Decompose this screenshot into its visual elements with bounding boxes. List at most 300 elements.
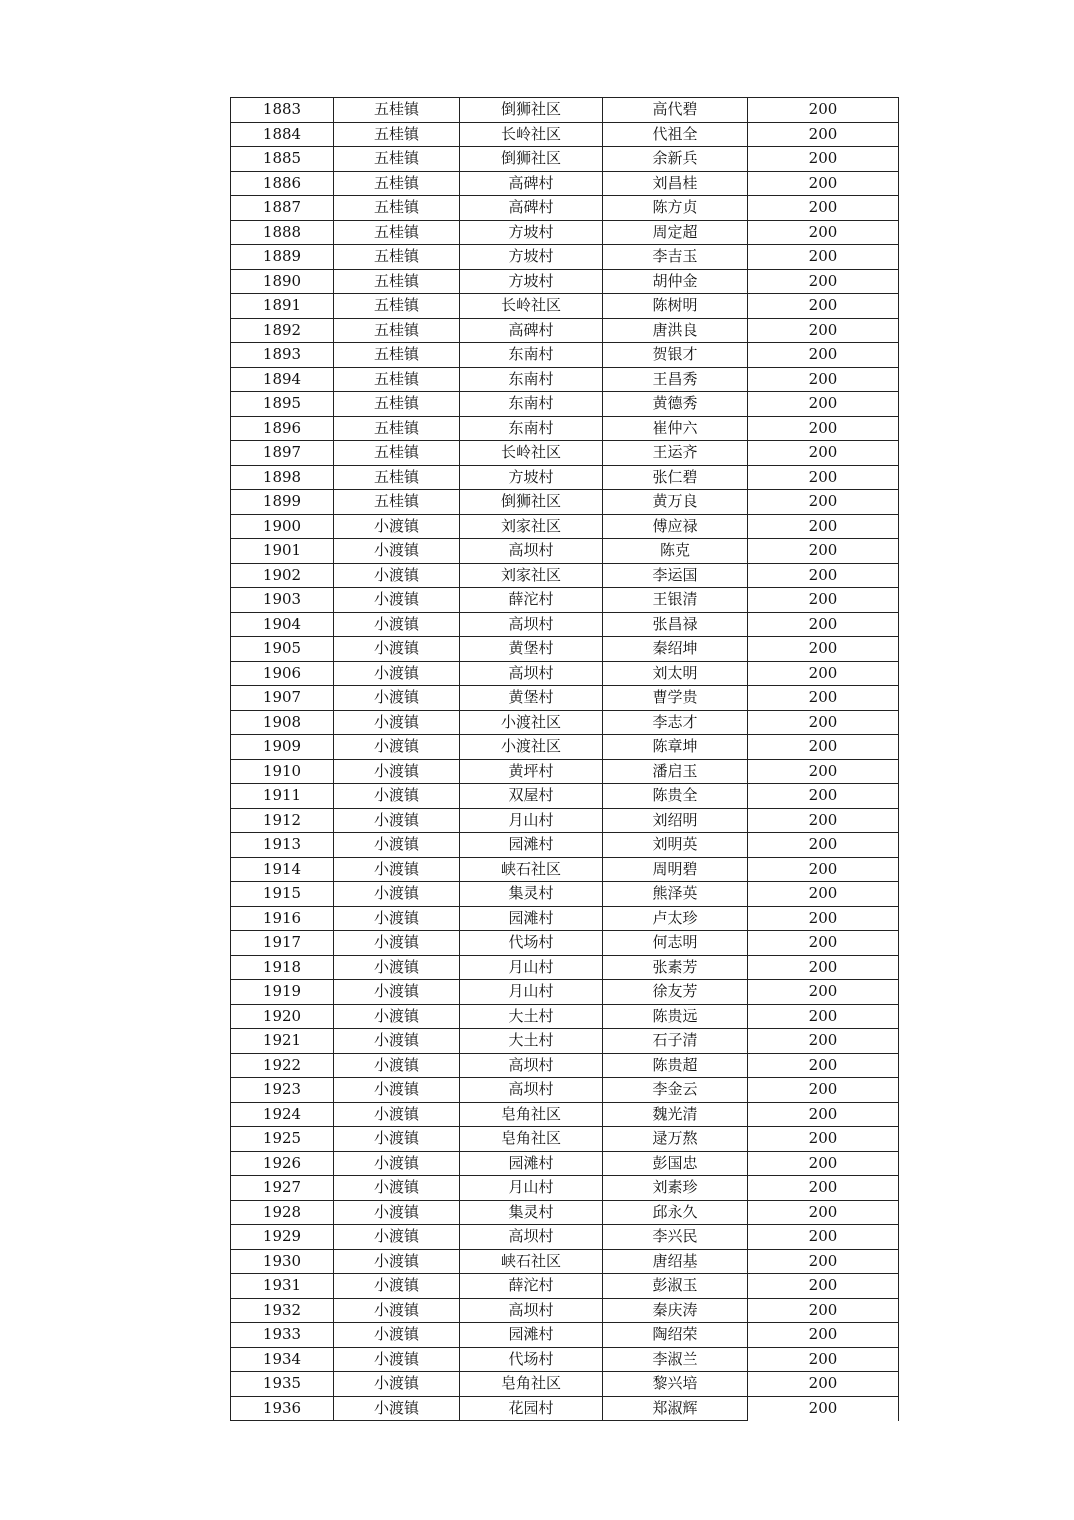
table-row [231,637,899,662]
name-cell: 刘明英 [603,833,748,858]
name-cell: 潘启玉 [603,759,748,784]
amount-cell: 200 [748,245,899,270]
serial-number-cell: 1889 [231,245,334,270]
amount-cell: 200 [748,588,899,613]
serial-number-cell: 1918 [231,955,334,980]
town-cell: 小渡镇 [334,661,460,686]
town-cell: 五桂镇 [334,294,460,319]
name-cell: 魏光清 [603,1102,748,1127]
amount-cell: 200 [748,318,899,343]
amount-cell: 200 [748,171,899,196]
table-row [231,343,899,368]
name-cell: 刘绍明 [603,808,748,833]
serial-number-cell: 1899 [231,490,334,515]
table-row [231,294,899,319]
serial-number-cell: 1883 [231,98,334,123]
name-cell: 胡仲金 [603,269,748,294]
table-row [231,465,899,490]
serial-number-cell: 1907 [231,686,334,711]
village-cell: 高坝村 [460,1298,603,1323]
amount-cell: 200 [748,1372,899,1397]
name-cell: 刘昌桂 [603,171,748,196]
serial-number-cell: 1920 [231,1004,334,1029]
amount-cell: 200 [748,563,899,588]
village-cell: 月山村 [460,808,603,833]
village-cell: 方坡村 [460,220,603,245]
amount-cell: 200 [748,98,899,123]
serial-number-cell: 1891 [231,294,334,319]
amount-cell: 200 [748,833,899,858]
table-row [231,955,899,980]
table-row [231,1029,899,1054]
table-row [231,1151,899,1176]
town-cell: 小渡镇 [334,882,460,907]
table-row [231,416,899,441]
town-cell: 小渡镇 [334,1078,460,1103]
name-cell: 何志明 [603,931,748,956]
serial-number-cell: 1928 [231,1200,334,1225]
amount-cell: 200 [748,392,899,417]
serial-number-cell: 1910 [231,759,334,784]
town-cell: 五桂镇 [334,147,460,172]
amount-cell: 200 [748,1323,899,1348]
village-cell: 长岭社区 [460,441,603,466]
amount-cell: 200 [748,1298,899,1323]
serial-number-cell: 1901 [231,539,334,564]
table-row [231,710,899,735]
village-cell: 峡石社区 [460,857,603,882]
name-cell: 黄万良 [603,490,748,515]
village-cell: 长岭社区 [460,294,603,319]
name-cell: 李淑兰 [603,1347,748,1372]
village-cell: 刘家社区 [460,563,603,588]
amount-cell: 200 [748,1102,899,1127]
serial-number-cell: 1888 [231,220,334,245]
village-cell: 薛沱村 [460,588,603,613]
serial-number-cell: 1919 [231,980,334,1005]
name-cell: 崔仲六 [603,416,748,441]
village-cell: 黄堡村 [460,686,603,711]
town-cell: 小渡镇 [334,612,460,637]
village-cell: 长岭社区 [460,122,603,147]
serial-number-cell: 1900 [231,514,334,539]
village-cell: 黄堡村 [460,637,603,662]
document-page [230,97,899,1421]
town-cell: 小渡镇 [334,1029,460,1054]
town-cell: 小渡镇 [334,931,460,956]
serial-number-cell: 1921 [231,1029,334,1054]
village-cell: 花园村 [460,1396,603,1421]
amount-cell: 200 [748,1176,899,1201]
amount-cell: 200 [748,1225,899,1250]
name-cell: 张素芳 [603,955,748,980]
serial-number-cell: 1904 [231,612,334,637]
name-cell: 逯万熬 [603,1127,748,1152]
village-cell: 集灵村 [460,1200,603,1225]
town-cell: 小渡镇 [334,1249,460,1274]
name-cell: 陈贵全 [603,784,748,809]
serial-number-cell: 1914 [231,857,334,882]
serial-number-cell: 1887 [231,196,334,221]
amount-cell: 200 [748,808,899,833]
table-row [231,563,899,588]
name-cell: 黎兴培 [603,1372,748,1397]
table-row [231,122,899,147]
village-cell: 薛沱村 [460,1274,603,1299]
village-cell: 高碑村 [460,196,603,221]
village-cell: 东南村 [460,416,603,441]
table-row [231,1053,899,1078]
serial-number-cell: 1902 [231,563,334,588]
name-cell: 秦绍坤 [603,637,748,662]
amount-cell: 200 [748,1274,899,1299]
town-cell: 小渡镇 [334,588,460,613]
name-cell: 余新兵 [603,147,748,172]
serial-number-cell: 1903 [231,588,334,613]
amount-cell: 200 [748,980,899,1005]
serial-number-cell: 1897 [231,441,334,466]
village-cell: 小渡社区 [460,735,603,760]
name-cell: 陈贵远 [603,1004,748,1029]
serial-number-cell: 1906 [231,661,334,686]
table-row [231,514,899,539]
serial-number-cell: 1927 [231,1176,334,1201]
table-row [231,1298,899,1323]
table-row [231,147,899,172]
table-row [231,1274,899,1299]
amount-cell: 200 [748,122,899,147]
amount-cell: 200 [748,416,899,441]
name-cell: 卢太珍 [603,906,748,931]
amount-cell: 200 [748,1347,899,1372]
village-cell: 高坝村 [460,1225,603,1250]
town-cell: 小渡镇 [334,955,460,980]
village-cell: 皂角社区 [460,1372,603,1397]
name-cell: 彭淑玉 [603,1274,748,1299]
town-cell: 小渡镇 [334,1396,460,1421]
amount-cell: 200 [748,637,899,662]
name-cell: 唐绍基 [603,1249,748,1274]
village-cell: 东南村 [460,392,603,417]
table-row [231,661,899,686]
village-cell: 月山村 [460,980,603,1005]
table-row [231,318,899,343]
name-cell: 陈方贞 [603,196,748,221]
name-cell: 周明碧 [603,857,748,882]
amount-cell: 200 [748,1127,899,1152]
serial-number-cell: 1911 [231,784,334,809]
table-row [231,1176,899,1201]
town-cell: 小渡镇 [334,1200,460,1225]
table-row [231,1372,899,1397]
village-cell: 大土村 [460,1004,603,1029]
town-cell: 五桂镇 [334,465,460,490]
table-row [231,220,899,245]
serial-number-cell: 1898 [231,465,334,490]
town-cell: 小渡镇 [334,735,460,760]
serial-number-cell: 1933 [231,1323,334,1348]
name-cell: 李金云 [603,1078,748,1103]
serial-number-cell: 1886 [231,171,334,196]
town-cell: 五桂镇 [334,416,460,441]
table-row [231,1102,899,1127]
name-cell: 彭国忠 [603,1151,748,1176]
serial-number-cell: 1923 [231,1078,334,1103]
table-row [231,245,899,270]
name-cell: 徐友芳 [603,980,748,1005]
town-cell: 小渡镇 [334,1176,460,1201]
village-cell: 高坝村 [460,612,603,637]
amount-cell: 200 [748,294,899,319]
amount-cell: 200 [748,735,899,760]
serial-number-cell: 1909 [231,735,334,760]
name-cell: 刘素珍 [603,1176,748,1201]
village-cell: 东南村 [460,367,603,392]
amount-cell: 200 [748,269,899,294]
town-cell: 五桂镇 [334,392,460,417]
serial-number-cell: 1892 [231,318,334,343]
village-cell: 月山村 [460,1176,603,1201]
table-row [231,759,899,784]
table-row [231,441,899,466]
town-cell: 小渡镇 [334,1102,460,1127]
village-cell: 峡石社区 [460,1249,603,1274]
town-cell: 小渡镇 [334,539,460,564]
town-cell: 五桂镇 [334,318,460,343]
amount-cell: 200 [748,343,899,368]
town-cell: 五桂镇 [334,98,460,123]
town-cell: 五桂镇 [334,367,460,392]
town-cell: 小渡镇 [334,980,460,1005]
amount-cell: 200 [748,220,899,245]
table-row [231,1249,899,1274]
town-cell: 小渡镇 [334,1323,460,1348]
town-cell: 五桂镇 [334,245,460,270]
table-row [231,857,899,882]
serial-number-cell: 1895 [231,392,334,417]
serial-number-cell: 1932 [231,1298,334,1323]
serial-number-cell: 1915 [231,882,334,907]
village-cell: 东南村 [460,343,603,368]
village-cell: 双屋村 [460,784,603,809]
village-cell: 园滩村 [460,833,603,858]
amount-cell: 200 [748,1249,899,1274]
table-row [231,808,899,833]
town-cell: 小渡镇 [334,1127,460,1152]
name-cell: 郑淑辉 [603,1396,748,1421]
amount-cell: 200 [748,784,899,809]
name-cell: 唐洪良 [603,318,748,343]
town-cell: 五桂镇 [334,269,460,294]
serial-number-cell: 1936 [231,1396,334,1421]
name-cell: 王运齐 [603,441,748,466]
village-cell: 刘家社区 [460,514,603,539]
amount-cell: 200 [748,465,899,490]
amount-cell: 200 [748,490,899,515]
name-cell: 邱永久 [603,1200,748,1225]
town-cell: 五桂镇 [334,490,460,515]
village-cell: 园滩村 [460,1151,603,1176]
table-row [231,171,899,196]
town-cell: 五桂镇 [334,196,460,221]
name-cell: 刘太明 [603,661,748,686]
serial-number-cell: 1917 [231,931,334,956]
table-row [231,906,899,931]
name-cell: 陈章坤 [603,735,748,760]
amount-cell: 200 [748,1396,899,1421]
serial-number-cell: 1930 [231,1249,334,1274]
name-cell: 陶绍荣 [603,1323,748,1348]
amount-cell: 200 [748,612,899,637]
name-cell: 张昌禄 [603,612,748,637]
town-cell: 小渡镇 [334,759,460,784]
amount-cell: 200 [748,367,899,392]
amount-cell: 200 [748,759,899,784]
village-cell: 小渡社区 [460,710,603,735]
name-cell: 石子清 [603,1029,748,1054]
name-cell: 李志才 [603,710,748,735]
town-cell: 小渡镇 [334,1372,460,1397]
table-row [231,269,899,294]
serial-number-cell: 1924 [231,1102,334,1127]
town-cell: 五桂镇 [334,220,460,245]
village-cell: 皂角社区 [460,1102,603,1127]
amount-cell: 200 [748,931,899,956]
town-cell: 小渡镇 [334,1298,460,1323]
amount-cell: 200 [748,1053,899,1078]
table-row [231,612,899,637]
name-cell: 王昌秀 [603,367,748,392]
name-cell: 王银清 [603,588,748,613]
amount-cell: 200 [748,1029,899,1054]
town-cell: 小渡镇 [334,637,460,662]
amount-cell: 200 [748,147,899,172]
village-cell: 代场村 [460,931,603,956]
serial-number-cell: 1896 [231,416,334,441]
table-row [231,392,899,417]
table-row [231,1396,899,1421]
serial-number-cell: 1925 [231,1127,334,1152]
village-cell: 倒狮社区 [460,490,603,515]
village-cell: 方坡村 [460,245,603,270]
serial-number-cell: 1884 [231,122,334,147]
amount-cell: 200 [748,1078,899,1103]
table-row [231,98,899,123]
serial-number-cell: 1916 [231,906,334,931]
town-cell: 小渡镇 [334,1274,460,1299]
name-cell: 李运国 [603,563,748,588]
name-cell: 贺银才 [603,343,748,368]
table-row [231,686,899,711]
name-cell: 熊泽英 [603,882,748,907]
town-cell: 小渡镇 [334,857,460,882]
table-row [231,1004,899,1029]
serial-number-cell: 1885 [231,147,334,172]
table-row [231,784,899,809]
amount-cell: 200 [748,539,899,564]
town-cell: 小渡镇 [334,1151,460,1176]
town-cell: 五桂镇 [334,122,460,147]
town-cell: 小渡镇 [334,1053,460,1078]
town-cell: 小渡镇 [334,808,460,833]
amount-cell: 200 [748,1151,899,1176]
village-cell: 高碑村 [460,318,603,343]
table-row [231,1323,899,1348]
table-row [231,735,899,760]
town-cell: 五桂镇 [334,343,460,368]
name-cell: 高代碧 [603,98,748,123]
name-cell: 曹学贵 [603,686,748,711]
amount-cell: 200 [748,710,899,735]
table-row [231,367,899,392]
village-cell: 倒狮社区 [460,147,603,172]
name-cell: 陈贵超 [603,1053,748,1078]
serial-number-cell: 1934 [231,1347,334,1372]
village-cell: 高坝村 [460,1078,603,1103]
name-cell: 张仁碧 [603,465,748,490]
serial-number-cell: 1894 [231,367,334,392]
name-cell: 傅应禄 [603,514,748,539]
serial-number-cell: 1905 [231,637,334,662]
serial-number-cell: 1890 [231,269,334,294]
town-cell: 小渡镇 [334,514,460,539]
name-cell: 陈克 [603,539,748,564]
amount-cell: 200 [748,857,899,882]
village-cell: 集灵村 [460,882,603,907]
table-row [231,539,899,564]
serial-number-cell: 1931 [231,1274,334,1299]
table-row [231,1200,899,1225]
table-row [231,1127,899,1152]
town-cell: 小渡镇 [334,710,460,735]
name-cell: 陈树明 [603,294,748,319]
village-cell: 方坡村 [460,465,603,490]
town-cell: 小渡镇 [334,784,460,809]
name-cell: 代祖全 [603,122,748,147]
village-cell: 高坝村 [460,661,603,686]
table-row [231,833,899,858]
name-cell: 周定超 [603,220,748,245]
amount-cell: 200 [748,1200,899,1225]
name-cell: 秦庆涛 [603,1298,748,1323]
town-cell: 小渡镇 [334,833,460,858]
name-cell: 李兴民 [603,1225,748,1250]
serial-number-cell: 1913 [231,833,334,858]
amount-cell: 200 [748,441,899,466]
town-cell: 五桂镇 [334,441,460,466]
village-cell: 皂角社区 [460,1127,603,1152]
serial-number-cell: 1922 [231,1053,334,1078]
table-row [231,490,899,515]
name-cell: 李吉玉 [603,245,748,270]
village-cell: 黄坪村 [460,759,603,784]
table-row [231,882,899,907]
serial-number-cell: 1908 [231,710,334,735]
town-cell: 小渡镇 [334,1347,460,1372]
village-cell: 方坡村 [460,269,603,294]
table-row [231,931,899,956]
name-cell: 黄德秀 [603,392,748,417]
serial-number-cell: 1935 [231,1372,334,1397]
table-row [231,196,899,221]
village-cell: 高坝村 [460,1053,603,1078]
town-cell: 五桂镇 [334,171,460,196]
town-cell: 小渡镇 [334,1225,460,1250]
village-cell: 倒狮社区 [460,98,603,123]
village-cell: 园滩村 [460,1323,603,1348]
amount-cell: 200 [748,906,899,931]
serial-number-cell: 1926 [231,1151,334,1176]
